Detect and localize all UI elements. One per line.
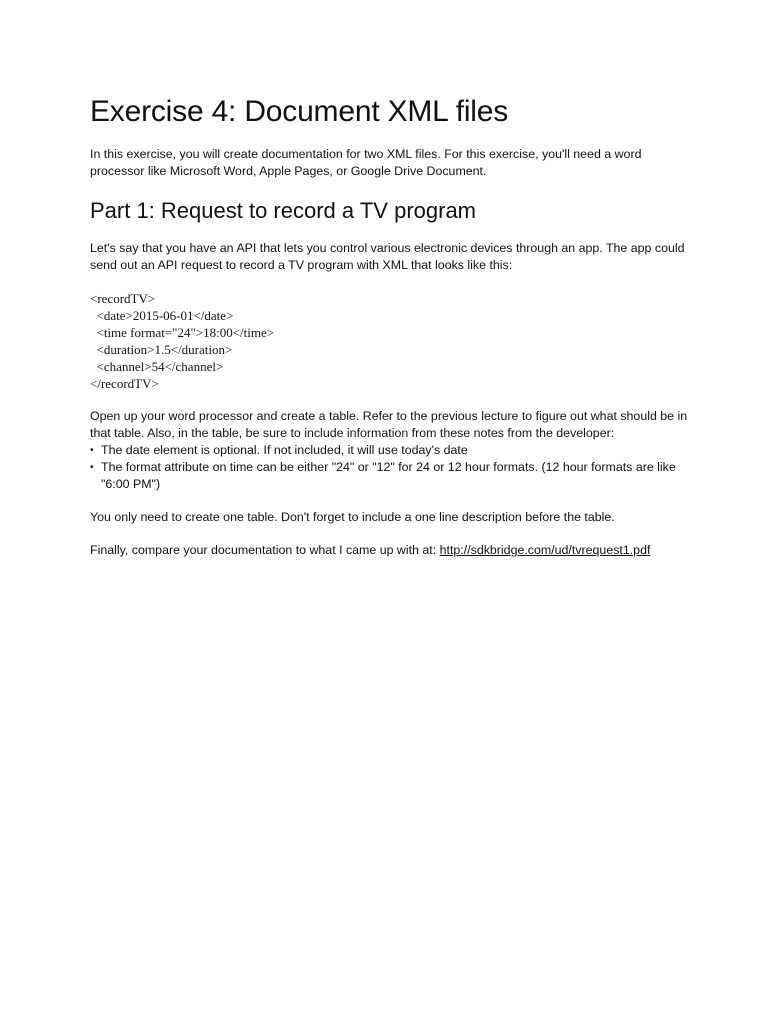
code-line: <time format="24">18:00</time> xyxy=(90,325,275,340)
document-page xyxy=(90,92,690,575)
intro-paragraph: In this exercise, you will create documentation for two XML files. For this exercise, you'll need a word processor like Microsoft Word, Apple Pages, or Google Drive Document. xyxy=(90,147,642,178)
code-line: <channel>54</channel> xyxy=(90,359,224,374)
document-title: Exercise 4: Document XML files xyxy=(90,95,509,128)
code-line: <recordTV> xyxy=(90,291,156,306)
list-item: • The format attribute on time can be either "24" or "12" for 24 or 12 hour formats. (12 hour formats are like "6:00 PM") xyxy=(90,459,690,493)
developer-notes-list xyxy=(90,442,690,493)
one-table-paragraph: You only need to create one table. Don't forget to include a one line description before the table. xyxy=(90,510,615,524)
code-line: </recordTV> xyxy=(90,376,159,391)
part1-heading: Part 1: Request to record a TV program xyxy=(90,198,476,223)
list-item: • The date element is optional. If not included, it will use today's date xyxy=(90,442,690,459)
instructions-paragraph: Open up your word processor and create a table. Refer to the previous lecture to figure out what should be in that table. Also, in the table, be sure to include information from these notes from the developer: xyxy=(90,409,688,440)
xml-code-block xyxy=(90,290,690,392)
code-line: <date>2015-06-01</date> xyxy=(90,308,234,323)
compare-paragraph xyxy=(90,542,690,559)
tvrequest-link[interactable]: http://sdkbridge.com/ud/tvrequest1.pdf xyxy=(439,543,651,557)
compare-text: Finally, compare your documentation to what I came up with at: xyxy=(90,543,440,557)
part1-description: Let's say that you have an API that lets you control various electronic devices through an app. The app could send out an API request to record a TV program with XML that looks like this: xyxy=(90,241,685,272)
code-line: <duration>1.5</duration> xyxy=(90,342,233,357)
